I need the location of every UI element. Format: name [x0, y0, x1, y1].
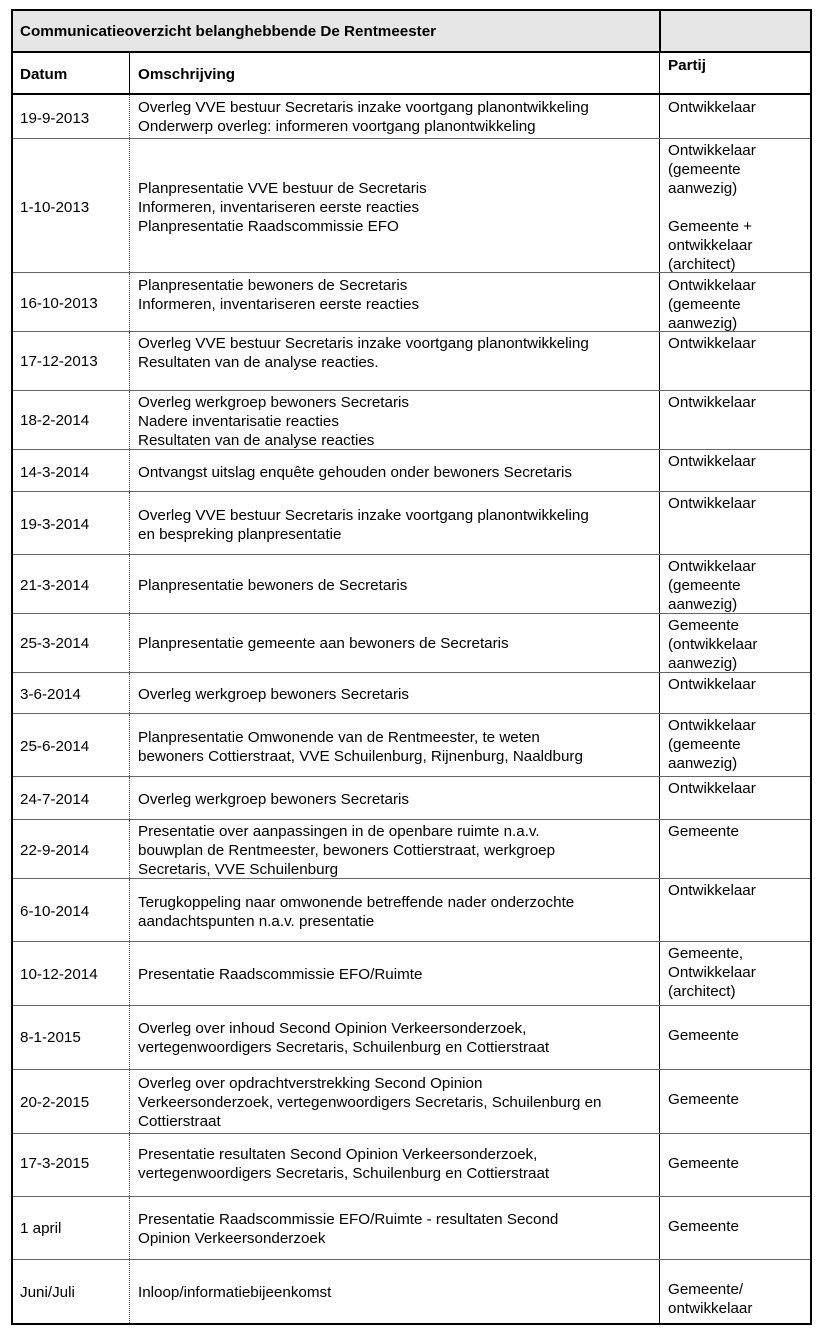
table-title-cell — [11, 9, 659, 51]
description-text: Presentatie Raadscommissie EFO/Ruimte — [138, 966, 423, 983]
description-cell — [129, 139, 659, 272]
table-title-row — [11, 9, 812, 53]
description-text: Presentatie Raadscommissie EFO/Ruimte - resultaten Second Opinion Verkeersonderzoek — [138, 1211, 559, 1247]
description-cell — [129, 492, 659, 554]
description-text: Planpresentatie Omwonende van de Rentmeester, te weten bewoners Cottierstraat, VVE Schuilenburg, Rijnenburg, Naaldburg — [138, 729, 583, 765]
description-cell — [129, 332, 659, 390]
party-text: Ontwikkelaar — [668, 394, 756, 411]
header-cell-date — [11, 53, 129, 93]
description-text: Overleg VVE bestuur Secretaris inzake voortgang planontwikkeling Onderwerp overleg: informeren voortgang planontwikkeling — [138, 99, 589, 135]
party-text: Ontwikkelaar — [668, 335, 756, 352]
description-cell — [129, 777, 659, 819]
party-cell — [659, 777, 812, 819]
party-cell — [659, 879, 812, 941]
header-date: Datum — [20, 66, 68, 83]
description-cell — [129, 555, 659, 613]
party-cell — [659, 1006, 812, 1069]
date-cell — [11, 492, 129, 554]
date-cell — [11, 714, 129, 776]
date-text: 22-9-2014 — [20, 842, 90, 859]
description-text: Inloop/informatiebijeenkomst — [138, 1284, 332, 1301]
date-cell — [11, 273, 129, 331]
description-cell — [129, 614, 659, 672]
party-text: Ontwikkelaar — [668, 780, 756, 797]
date-cell — [11, 777, 129, 819]
date-text: 20-2-2015 — [20, 1094, 90, 1111]
party-text: Gemeente — [668, 1091, 739, 1108]
party-cell — [659, 139, 812, 272]
table-row — [11, 714, 812, 777]
description-text: Planpresentatie VVE bestuur de Secretaris Informeren, inventariseren eerste reacties Planpresentatie Raadscommissie EFO — [138, 180, 427, 235]
table-row — [11, 1006, 812, 1070]
description-text: Overleg werkgroep bewoners Secretaris Nadere inventarisatie reacties Resultaten van de analyse reacties — [138, 394, 409, 449]
description-text: Overleg over inhoud Second Opinion Verkeersonderzoek, vertegenwoordigers Secretaris, Schuilenburg en Cottierstraat — [138, 1020, 550, 1056]
table-row — [11, 1260, 812, 1325]
party-text: Ontwikkelaar — [668, 676, 756, 693]
description-text: Planpresentatie bewoners de Secretaris — [138, 577, 408, 594]
party-text: Gemeente — [668, 1027, 739, 1044]
table-row — [11, 879, 812, 942]
party-cell — [659, 450, 812, 491]
date-text: 10-12-2014 — [20, 966, 98, 983]
party-cell — [659, 1070, 812, 1133]
party-text: Ontwikkelaar (gemeente aanwezig) Gemeente + ontwikkelaar (architect) — [668, 142, 756, 273]
description-text: Terugkoppeling naar omwonende betreffende nader onderzochte aandachtspunten n.a.v. presentatie — [138, 894, 575, 930]
party-cell — [659, 332, 812, 390]
description-text: Overleg over opdrachtverstrekking Second Opinion Verkeersonderzoek, vertegenwoordigers Secretaris, Schuilenburg en Cottierstraat — [138, 1075, 602, 1130]
party-text: Gemeente/ ontwikkelaar — [668, 1281, 753, 1317]
description-cell — [129, 391, 659, 449]
date-cell — [11, 614, 129, 672]
table-row — [11, 942, 812, 1006]
date-cell — [11, 1197, 129, 1259]
description-cell — [129, 1197, 659, 1259]
date-cell — [11, 139, 129, 272]
date-text: 19-3-2014 — [20, 516, 90, 533]
date-cell — [11, 942, 129, 1005]
party-cell — [659, 1134, 812, 1196]
table-title: Communicatieoverzicht belanghebbende De Rentmeester — [20, 23, 437, 40]
date-text: 25-3-2014 — [20, 635, 90, 652]
party-cell — [659, 95, 812, 138]
party-cell — [659, 1260, 812, 1325]
description-text: Planpresentatie bewoners de Secretaris Informeren, inventariseren eerste reacties — [138, 277, 420, 313]
party-cell — [659, 614, 812, 672]
date-text: 24-7-2014 — [20, 791, 90, 808]
table-row — [11, 139, 812, 273]
date-text: 14-3-2014 — [20, 464, 90, 481]
table-row — [11, 332, 812, 391]
table-row — [11, 820, 812, 879]
date-cell — [11, 332, 129, 390]
party-text: Ontwikkelaar (gemeente aanwezig) — [668, 558, 756, 613]
date-text: 1 april — [20, 1220, 62, 1237]
table-row — [11, 673, 812, 714]
date-text: 19-9-2013 — [20, 110, 90, 127]
description-cell — [129, 450, 659, 491]
table-row — [11, 450, 812, 492]
date-text: 17-3-2015 — [20, 1155, 90, 1172]
description-text: Ontvangst uitslag enquête gehouden onder bewoners Secretaris — [138, 464, 572, 481]
table-row — [11, 391, 812, 450]
description-cell — [129, 673, 659, 713]
party-cell — [659, 391, 812, 449]
description-cell — [129, 942, 659, 1005]
description-cell — [129, 1134, 659, 1196]
party-text: Gemeente, Ontwikkelaar (architect) — [668, 945, 756, 1000]
date-text: 8-1-2015 — [20, 1029, 81, 1046]
date-cell — [11, 820, 129, 878]
party-text: Gemeente — [668, 1155, 739, 1172]
date-cell — [11, 673, 129, 713]
table-row — [11, 1197, 812, 1260]
description-cell — [129, 1070, 659, 1133]
header-cell-description — [129, 53, 659, 93]
party-cell — [659, 1197, 812, 1259]
date-cell — [11, 95, 129, 138]
party-text: Gemeente — [668, 823, 739, 840]
description-text: Overleg werkgroep bewoners Secretaris — [138, 791, 409, 808]
header-cell-party — [659, 53, 812, 93]
date-text: 16-10-2013 — [20, 295, 98, 312]
date-text: 1-10-2013 — [20, 199, 90, 216]
party-cell — [659, 492, 812, 554]
date-cell — [11, 879, 129, 941]
party-cell — [659, 942, 812, 1005]
header-description: Omschrijving — [138, 66, 236, 83]
party-cell — [659, 673, 812, 713]
date-cell — [11, 1006, 129, 1069]
party-cell — [659, 273, 812, 331]
date-text: 6-10-2014 — [20, 903, 90, 920]
table-header-row — [11, 53, 812, 95]
party-text: Ontwikkelaar — [668, 882, 756, 899]
date-text: 25-6-2014 — [20, 738, 90, 755]
date-text: Juni/Juli — [20, 1284, 75, 1301]
header-party: Partij — [668, 57, 706, 74]
description-cell — [129, 273, 659, 331]
table-row — [11, 273, 812, 332]
party-cell — [659, 820, 812, 878]
date-cell — [11, 450, 129, 491]
table-title-blank-cell — [659, 9, 812, 51]
date-text: 17-12-2013 — [20, 353, 98, 370]
description-text: Overleg werkgroep bewoners Secretaris — [138, 686, 409, 703]
date-cell — [11, 1134, 129, 1196]
description-cell — [129, 95, 659, 138]
table-row — [11, 1134, 812, 1197]
party-cell — [659, 555, 812, 613]
date-cell — [11, 555, 129, 613]
description-cell — [129, 1006, 659, 1069]
date-cell — [11, 391, 129, 449]
description-cell — [129, 714, 659, 776]
table-row — [11, 777, 812, 820]
date-cell — [11, 1070, 129, 1133]
party-cell — [659, 714, 812, 776]
party-text: Ontwikkelaar — [668, 99, 756, 116]
date-text: 3-6-2014 — [20, 686, 81, 703]
description-cell — [129, 1260, 659, 1325]
description-text: Planpresentatie gemeente aan bewoners de Secretaris — [138, 635, 509, 652]
party-text: Gemeente (ontwikkelaar aanwezig) — [668, 617, 758, 672]
table-row — [11, 614, 812, 673]
description-text: Overleg VVE bestuur Secretaris inzake voortgang planontwikkeling en bespreking planpresentatie — [138, 507, 589, 543]
table-row — [11, 95, 812, 139]
party-text: Ontwikkelaar — [668, 453, 756, 470]
party-text: Ontwikkelaar (gemeente aanwezig) — [668, 277, 756, 332]
party-text: Ontwikkelaar (gemeente aanwezig) — [668, 717, 756, 772]
table-row — [11, 555, 812, 614]
description-cell — [129, 879, 659, 941]
party-text: Ontwikkelaar — [668, 495, 756, 512]
date-text: 18-2-2014 — [20, 412, 90, 429]
description-text: Overleg VVE bestuur Secretaris inzake voortgang planontwikkeling Resultaten van de analyse reacties. — [138, 335, 589, 371]
date-cell — [11, 1260, 129, 1325]
table-row — [11, 1070, 812, 1134]
description-text: Presentatie resultaten Second Opinion Verkeersonderzoek, vertegenwoordigers Secretaris, Schuilenburg en Cottierstraat — [138, 1146, 550, 1182]
table-row — [11, 492, 812, 555]
description-cell — [129, 820, 659, 878]
date-text: 21-3-2014 — [20, 577, 90, 594]
party-text: Gemeente — [668, 1218, 739, 1235]
description-text: Presentatie over aanpassingen in de openbare ruimte n.a.v. bouwplan de Rentmeester, bewoners Cottierstraat, werkgroep Secretaris, VVE Schuilenburg — [138, 823, 556, 878]
